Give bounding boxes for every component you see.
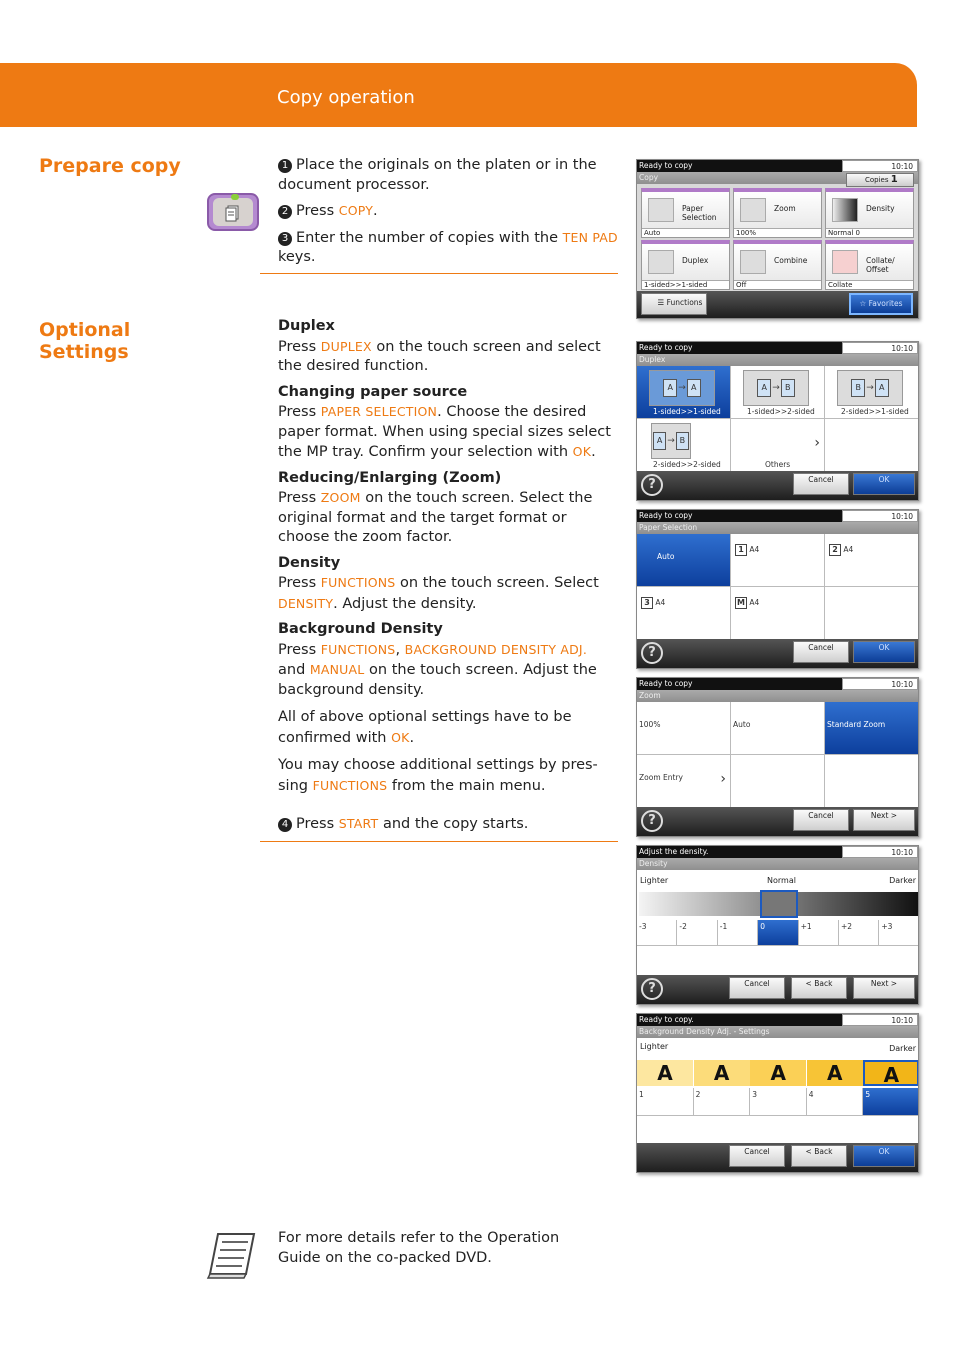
back-button[interactable]: < Back	[791, 1145, 847, 1167]
duplex-option-1[interactable]: A → A 1-sided>>1-sided	[637, 366, 731, 419]
ok-button[interactable]: OK	[853, 1145, 915, 1167]
zoom-screen: Ready to copy 10:10 Zoom 100% Auto Standard Zoom Zoom Entry › ? Cancel Next >	[636, 677, 919, 837]
cancel-button[interactable]: Cancel	[729, 977, 785, 999]
prepare-copy-heading: Prepare copy	[39, 155, 181, 177]
note-text: For more details refer to the Operation Guide on the co-packed DVD.	[278, 1230, 560, 1266]
help-icon[interactable]: ?	[641, 810, 663, 832]
copies-field[interactable]: Copies 1	[846, 173, 914, 187]
background-density-screen: Ready to copy. 10:10 Background Density Adj. - Settings Lighter Darker A A A A A 1 2 3 4 5 Cancel < Back OK	[636, 1013, 919, 1173]
collate-tile[interactable]: Collate/ Offset Collate	[825, 240, 914, 290]
copy-key-icon	[207, 193, 259, 231]
background-sample-glyph: A	[863, 1060, 919, 1086]
zoom-entry[interactable]: Zoom Entry ›	[637, 755, 731, 808]
cancel-button[interactable]: Cancel	[793, 641, 849, 663]
duplex-screen: Ready to copy 10:10 Duplex A → A 1-sided>>1-sided A → B 1-sided>>2-sided B → A 2-sided>>1-sided A → B 2-sided>>2-sided Others › ? Cancel OK	[636, 341, 919, 501]
back-button[interactable]: < Back	[791, 977, 847, 999]
functions-button[interactable]: ☰ Functions	[641, 293, 707, 315]
background-level[interactable]: 4	[807, 1088, 864, 1116]
tray-1[interactable]: 1 A4	[731, 534, 825, 587]
cancel-button[interactable]: Cancel	[793, 809, 849, 831]
ok-button[interactable]: OK	[853, 473, 915, 495]
zoom-auto[interactable]: Auto	[731, 702, 825, 755]
cancel-button[interactable]: Cancel	[793, 473, 849, 495]
help-icon[interactable]: ?	[641, 474, 663, 496]
background-level[interactable]: 5	[863, 1088, 919, 1116]
step-4: 4 Press START and the copy starts.	[278, 814, 618, 835]
density-level[interactable]: +3	[879, 920, 919, 946]
zoom-tile[interactable]: Zoom 100%	[733, 188, 822, 238]
step-1: 1 Place the originals on the platen or in the document processor.	[278, 157, 597, 193]
density-marker	[760, 890, 798, 918]
prepare-steps	[278, 156, 618, 274]
paper-selection-tile[interactable]: Paper Selection Auto	[641, 188, 730, 238]
density-level[interactable]: -1	[718, 920, 758, 946]
density-level[interactable]: -3	[637, 920, 677, 946]
step-2: 2 Press COPY.	[278, 201, 618, 222]
paper-selection-screen: Ready to copy 10:10 Paper Selection Auto 1 A4 2 A4 3 A4 M A4 ? Cancel OK	[636, 509, 919, 669]
duplex-option-4[interactable]: A → B 2-sided>>2-sided	[637, 419, 731, 472]
density-level[interactable]: +1	[799, 920, 839, 946]
help-icon[interactable]: ?	[641, 642, 663, 664]
optional-settings-heading: Optional Settings	[39, 319, 131, 363]
density-tile[interactable]: Density Normal 0	[825, 188, 914, 238]
note-icon	[204, 1230, 260, 1282]
background-sample-glyph: A	[694, 1060, 750, 1086]
background-sample-glyph: A	[807, 1060, 863, 1086]
next-button[interactable]: Next >	[853, 809, 915, 831]
copy-screen: Ready to copy 10:10 Copy Copies 1 Paper Selection Auto Zoom 100% Density Normal 0 Duplex 1-sided>>1-sided Combine Off Collate/ Offset Collate ☰ Functions ☆ Favorites	[636, 159, 919, 319]
duplex-option-2[interactable]: A → B 1-sided>>2-sided	[731, 366, 825, 419]
ok-button[interactable]: OK	[853, 641, 915, 663]
background-level[interactable]: 2	[694, 1088, 751, 1116]
help-icon[interactable]: ?	[641, 978, 663, 1000]
step-3: 3 Enter the number of copies with the TEN PAD keys.	[278, 229, 618, 265]
optional-body: Duplex Press DUPLEX on the touch screen and select the desired function. Changing paper source Press PAPER SELECTION. Choose the desired paper format. When using special sizes select the MP tray. Confirm your selection with OK. Reducing/Enlarging (Zoom) Press ZOOM on the touch screen. Select the original format and the target format or choose the zoom factor. Density Press FUNCTIONS on the touch screen. Select DENSITY. Adjust the density. Background Density Press FUNCTIONS, BACKGROUND DENSITY ADJ. and MANUAL on the touch screen. Adjust the background density. All of above optional settings have to be confirmed with OK. You may choose additional settings by pres-sing FUNCTIONS from the main menu.	[278, 318, 611, 794]
page-title: Copy operation	[277, 87, 415, 108]
paper-auto[interactable]: Auto	[637, 534, 731, 587]
density-level[interactable]: 0	[758, 920, 798, 946]
divider	[260, 273, 618, 274]
chevron-right-icon: ›	[720, 771, 726, 787]
tray-mp[interactable]: M A4	[731, 587, 825, 640]
cancel-button[interactable]: Cancel	[729, 1145, 785, 1167]
combine-tile[interactable]: Combine Off	[733, 240, 822, 290]
background-level[interactable]: 3	[750, 1088, 807, 1116]
zoom-standard[interactable]: Standard Zoom	[825, 702, 919, 755]
duplex-option-3[interactable]: B → A 2-sided>>1-sided	[825, 366, 919, 419]
next-button[interactable]: Next >	[853, 977, 915, 999]
density-level[interactable]: -2	[677, 920, 717, 946]
divider	[260, 841, 618, 842]
duplex-tile[interactable]: Duplex 1-sided>>1-sided	[641, 240, 730, 290]
chevron-right-icon: ›	[814, 435, 820, 451]
background-sample-glyph: A	[637, 1060, 693, 1086]
background-level[interactable]: 1	[637, 1088, 694, 1116]
density-level[interactable]: +2	[839, 920, 879, 946]
zoom-100[interactable]: 100%	[637, 702, 731, 755]
header-banner	[0, 63, 917, 127]
background-sample-glyph: A	[750, 1060, 806, 1086]
density-screen: Adjust the density. 10:10 Density Lighter Normal Darker -3 -2 -1 0 +1 +2 +3 ? Cancel < Back Next >	[636, 845, 919, 1005]
tray-3[interactable]: 3 A4	[637, 587, 731, 640]
favorites-button[interactable]: ☆ Favorites	[849, 293, 913, 315]
tray-2[interactable]: 2 A4	[825, 534, 919, 587]
duplex-others[interactable]: Others ›	[731, 419, 825, 472]
